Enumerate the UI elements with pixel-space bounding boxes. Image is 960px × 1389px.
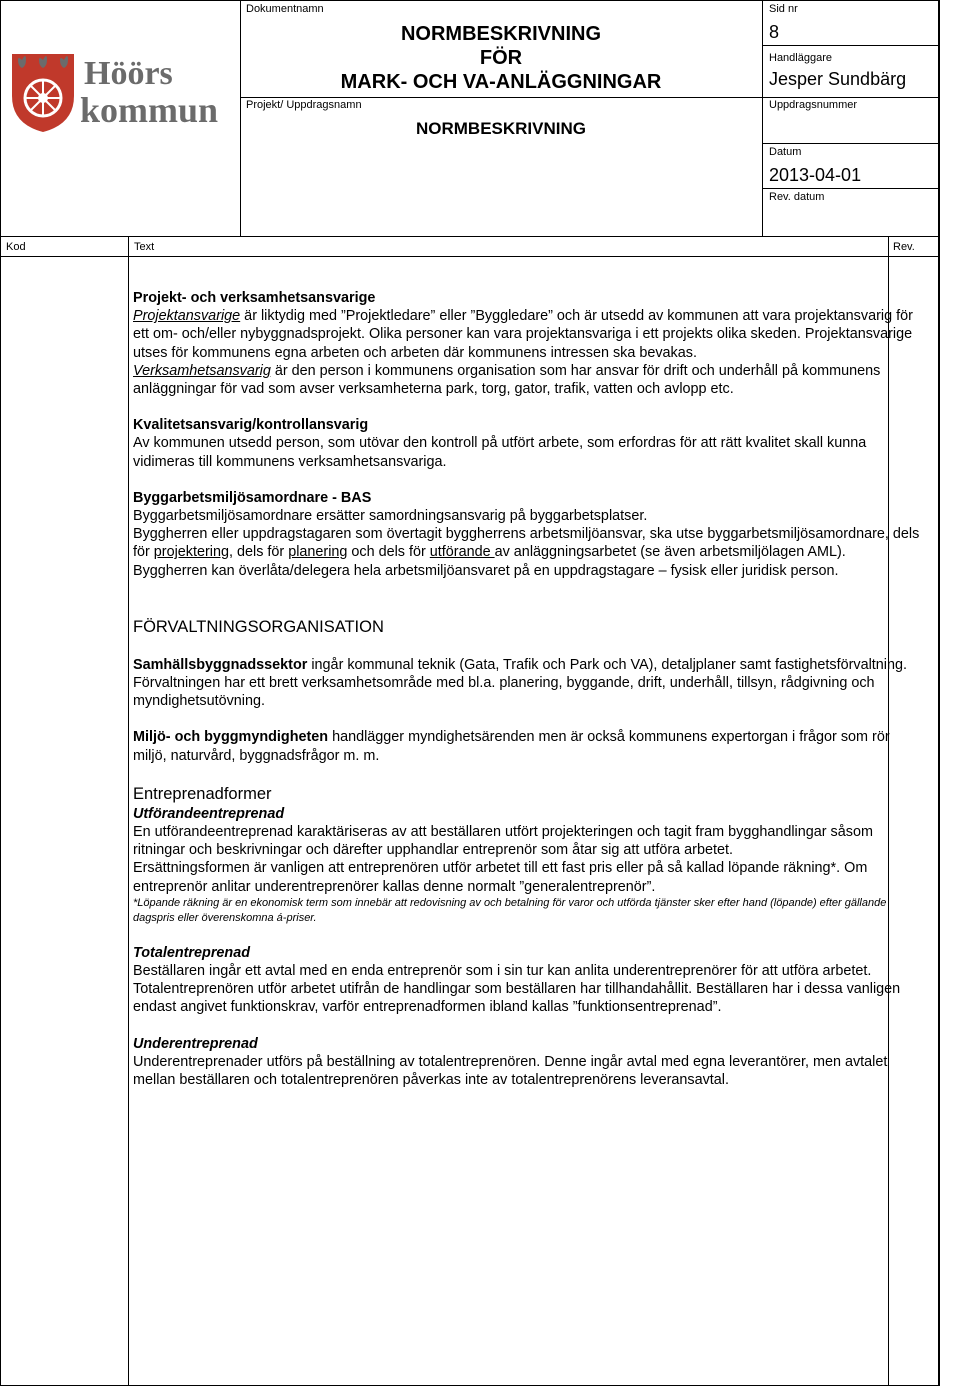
paragraph-samhallsbyggnad: [133, 656, 923, 674]
text-miljo-byggmyndigheten: handlägger myndighetsärenden men är också kommunens expertorgan i frågor som rör miljö, naturvård, byggnadsfrågor m. m.: [133, 729, 890, 764]
section-heading-quality: Kvalitetsansvarig/kontrollansvarig: [133, 417, 369, 434]
page-number-label: Sid nr: [769, 3, 798, 15]
header-divider-right: [762, 0, 763, 236]
term-projektansvarige: Projektansvarige: [133, 308, 241, 325]
project-value: NORMBESKRIVNING: [415, 119, 586, 138]
doc-title-line1: NORMBESKRIVNING: [400, 23, 601, 45]
column-text: Text: [134, 241, 155, 253]
subheading-utforandeentreprenad: Utförandeentreprenad: [133, 805, 285, 822]
paragraph-operations-responsible: [133, 362, 923, 398]
paragraph-utforande-2: Ersättningsformen är vanligen att entreprenören utför arbetet till ett fast pris eller på så kallad löpande räkning*. Om entreprenör anlitar underentreprenörer kallas denne normalt ”generalentreprenör”.: [133, 860, 868, 895]
term-samhallsbyggnadssektor: Samhällsbyggnadssektor: [133, 656, 308, 673]
paragraph-forvaltningen: Förvaltningen har ett brett verksamhetsområde med bl.a. planering, byggande, drift, underhåll, tillsyn, rådgivning och myndighetsutövning.: [133, 675, 875, 710]
date-value: 2013-04-01: [769, 165, 862, 185]
column-rev: Rev.: [893, 241, 915, 253]
paragraph-total-1: Beställaren ingår ett avtal med en enda entreprenör som i sin tur kan anlita underentreprenörer för att utföra arbetet.: [133, 963, 872, 980]
doc-title-line3: MARK- OCH VA-ANLÄGGNINGAR: [340, 71, 662, 93]
header-rule-handler: [762, 45, 940, 46]
term-projektering: projektering: [153, 544, 229, 561]
column-header-rule: [0, 256, 940, 257]
handler-value: Jesper Sundbärg: [769, 69, 907, 89]
paragraph-miljo-bygg: [133, 728, 923, 764]
header-bottom-rule: [0, 236, 940, 237]
term-utforande: utförande: [429, 544, 495, 561]
paragraph-bas-2: [133, 525, 923, 580]
document-body: [133, 289, 923, 1089]
page-number-value: 8: [769, 22, 780, 42]
subheading-underentreprenad: Underentreprenad: [133, 1035, 258, 1052]
doc-name-label: Dokumentnamn: [246, 3, 324, 15]
paragraph-total-2: Totalentreprenören utför arbetet utifrån de handlingar som beställaren har tillhandahållit. Beställaren har i dessa vanligen endast angivet funktionskrav, varför entreprenadformen ibland kallas ”funktionsentreprenad”.: [133, 981, 901, 1016]
bas-text-c: och dels för: [347, 544, 430, 561]
paragraph-under-1: Underentreprenader utförs på beställning av totalentreprenören. Denne ingår avtal med egna leverantörer, men avtalet mellan beställaren och totalentreprenören påverkas inte av totalentreprenörens leveransavtal.: [133, 1053, 888, 1089]
project-label: Projekt/ Uppdragsnamn: [246, 99, 362, 111]
handler-label: Handläggare: [769, 52, 832, 64]
header-divider-left: [240, 0, 241, 236]
bas-text-b: , dels för: [229, 544, 289, 561]
doc-title-line2: FÖR: [479, 47, 523, 69]
logo-text-kommun: kommun: [80, 90, 219, 130]
section-heading-organisation: FÖRVALTNINGSORGANISATION: [133, 617, 384, 636]
section-heading-entreprenadformer: Entreprenadformer: [133, 784, 272, 803]
text-projektansvarige: är liktydig med ”Projektledare” eller ”Byggledare” och är utsedd av kommunen att vara projektansvarig för ett om- och/eller nybyggnadsprojekt. Olika personer kan vara projektansvariga i ett projekts olika skeden. Projektansvarige utses för kommunens egna arbeten och arbeten där kommunens intressen ska bevakas.: [133, 308, 913, 361]
footnote-lopande-rakning: *Löpande räkning är en ekonomisk term som innebär att redovisning av och betalning för varor och utförda tjänster sker efter hand (löpande) efter gällande dagspris eller överenskomna á-priser.: [133, 896, 887, 924]
rev-date-label: Rev. datum: [769, 191, 825, 203]
header-rule-date: [762, 143, 940, 144]
municipality-crest-icon: [8, 50, 236, 134]
text-samhallsbyggnadssektor: ingår kommunal teknik (Gata, Trafik och Park och VA), detaljplaner samt fastighetsförvaltning.: [307, 656, 907, 673]
term-miljo-byggmyndigheten: Miljö- och byggmyndigheten: [133, 729, 329, 746]
section-heading-responsibles: Projekt- och verksamhetsansvarige: [133, 290, 376, 306]
date-label: Datum: [769, 146, 802, 158]
header-rule-project: [240, 97, 940, 98]
term-verksamhetsansvarig: Verksamhetsansvarig: [133, 362, 271, 379]
column-kod: Kod: [6, 241, 26, 253]
paragraph-bas-1: Byggarbetsmiljösamordnare ersätter samordningsansvarig på byggarbetsplatser.: [133, 508, 648, 525]
bas-text-a: Byggherren eller uppdragstagaren som övertagit byggherrens arbetsmiljöansvar, ska utse byggarbetsmiljösamordnare, dels för: [133, 526, 920, 561]
bas-text-d: av anläggningsarbetet (se även arbetsmiljölagen AML). Byggherren kan överlåta/delegera hela arbetsmiljöansvaret på en uppdragstagare – fysisk eller juridisk person.: [133, 544, 846, 579]
term-planering: planering: [288, 544, 348, 561]
paragraph-utforande-1: En utförandeentreprenad karaktäriseras av att beställaren utfört projekteringen och tagit fram bygghandlingar såsom ritningar och beskrivningar och därefter upphandlar entreprenör som åtar sig att utföra arbetet.: [133, 824, 873, 859]
assignment-number-label: Uppdragsnummer: [769, 99, 858, 111]
paragraph-quality: Av kommunen utsedd person, som utövar den kontroll på utfört arbete, som erfordras för att rätt kvalitet skall kunna vidimeras till kommunens verksamhetsansvariga.: [133, 435, 867, 470]
subheading-totalentreprenad: Totalentreprenad: [133, 944, 251, 961]
logo-text-hoors: Höörs: [84, 55, 173, 92]
hoors-kommun-logo: [8, 50, 236, 134]
text-verksamhetsansvarig: är den person i kommunens organisation som har ansvar för drift och underhåll på kommunens anläggningar för vad som avser verksamheterna park, torg, gator, trafik, vatten och avlopp etc.: [133, 362, 881, 398]
section-heading-bas: Byggarbetsmiljösamordnare - BAS: [133, 489, 372, 506]
header-rule-revdate: [762, 188, 940, 189]
column-divider-kod: [128, 236, 129, 1386]
paragraph-project-responsible: [133, 307, 923, 362]
